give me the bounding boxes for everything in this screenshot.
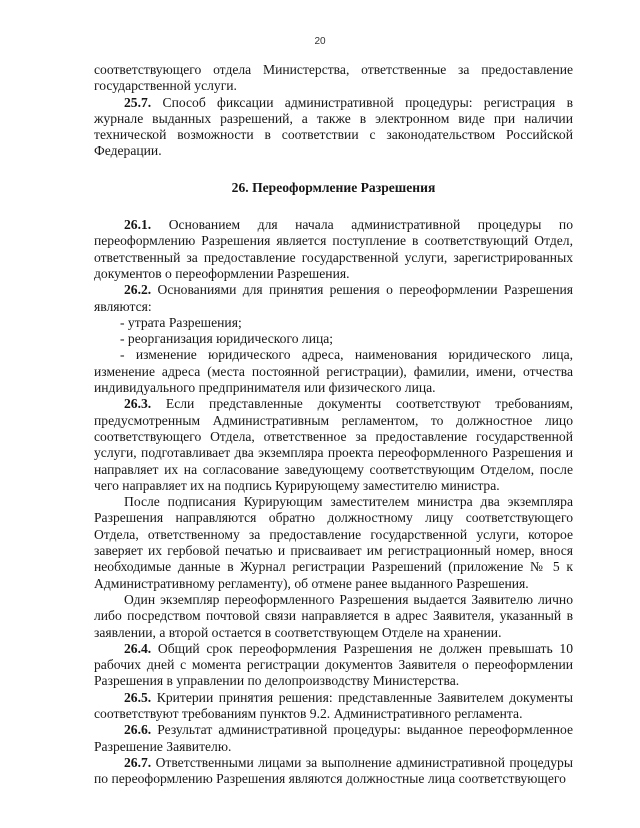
paragraph-26-6 bbox=[94, 722, 573, 755]
list-item: - реорганизация юридического лица; bbox=[120, 331, 334, 347]
paragraph-text: Способ фиксации административной процедуры: регистрация в журнале выданных разрешений, а также в электронном виде при наличии технической возможности в соответствии с законодательством Российской Федерации. bbox=[94, 94, 573, 159]
paragraph-26-7 bbox=[94, 755, 573, 788]
paragraph-text: Общий срок переоформления Разрешения не должен превышать 10 рабочих дней с момента регистрации документов Заявителя о переоформлении Разрешения в управлении по делопроизводству Министерства. bbox=[94, 640, 573, 689]
paragraph-26-2 bbox=[94, 282, 573, 315]
paragraph-text: Критерии принятия решения: представленные Заявителем документы соответствуют требованиям пунктов 9.2. Административного регламента. bbox=[94, 689, 574, 721]
clause-number: 26.4. bbox=[124, 640, 152, 656]
page-number: 20 bbox=[314, 36, 326, 47]
list-item: - утрата Разрешения; bbox=[120, 314, 242, 330]
paragraph-continuation: соответствующего отдела Министерства, ответственные за предоставление государственной услуги. bbox=[94, 62, 573, 94]
clause-number: 26.5. bbox=[124, 689, 152, 705]
clause-number: 26.3. bbox=[124, 396, 152, 412]
list-item: - изменение юридического адреса, наименования юридического лица, изменение адреса (места постоянной регистрации), фамилии, имени, отчества индивидуального предпринимателя или физического лица. bbox=[94, 347, 573, 396]
clause-number: 26.1. bbox=[124, 217, 152, 233]
clause-number: 26.7. bbox=[124, 754, 152, 770]
clause-number: 25.7. bbox=[124, 94, 152, 110]
paragraph-copy-issue: Один экземпляр переоформленного Разрешения выдается Заявителю лично либо посредством почтовой связи направляется в адрес Заявителя, указанный в заявлении, а второй остается в соответствующем Отделе на хранении. bbox=[94, 591, 573, 640]
paragraph-text: Основаниями для принятия решения о переоформлении Разрешения являются: bbox=[94, 282, 573, 314]
section-heading: 26. Переоформление Разрешения bbox=[231, 179, 436, 195]
document-body bbox=[94, 62, 573, 787]
paragraph-26-1 bbox=[94, 217, 573, 282]
paragraph-text: Результат административной процедуры: выданное переоформленное Разрешение Заявителю. bbox=[94, 722, 573, 754]
clause-number: 26.6. bbox=[124, 722, 152, 738]
paragraph-26-3 bbox=[94, 396, 573, 494]
paragraph-signing: После подписания Курирующим заместителем министра два экземпляра Разрешения направляются обратно должностному лицу соответствующего Отдела, ответственному за предоставление государственной услуги, которое заверяет их гербовой печатью и присваивает им регистрационный номер, внося необходимые данные в Журнал регистрации Разрешений (приложение № 5 к Административному регламенту), об отмене ранее выданного Разрешения. bbox=[94, 494, 573, 591]
paragraph-text: Основанием для начала административной процедуры по переоформлению Разрешения является поступление в соответствующий Отдел, ответственный за предоставление государственной услуги, зарегистрированных документов о переоформлении Разрешения. bbox=[94, 217, 573, 281]
paragraph-26-5 bbox=[94, 690, 573, 723]
paragraph-text: Если представленные документы соответствуют требованиям, предусмотренным Административным регламентом, то должностное лицо соответствующего Отдела, ответственное за предоставление государственной услуги, подготавливает два экземпляра проекта переоформленного Разрешения и направляет их на согласование заведующему соответствующим Отделом, после чего направляет их на подпись Курирующему заместителю министра. bbox=[94, 396, 573, 493]
paragraph-text: Ответственными лицами за выполнение административной процедуры по переоформлению Разрешения являются должностные лица соответствующего bbox=[94, 754, 573, 787]
paragraph-25-7 bbox=[94, 95, 573, 160]
clause-number: 26.2. bbox=[124, 282, 152, 298]
paragraph-26-4 bbox=[94, 641, 573, 690]
